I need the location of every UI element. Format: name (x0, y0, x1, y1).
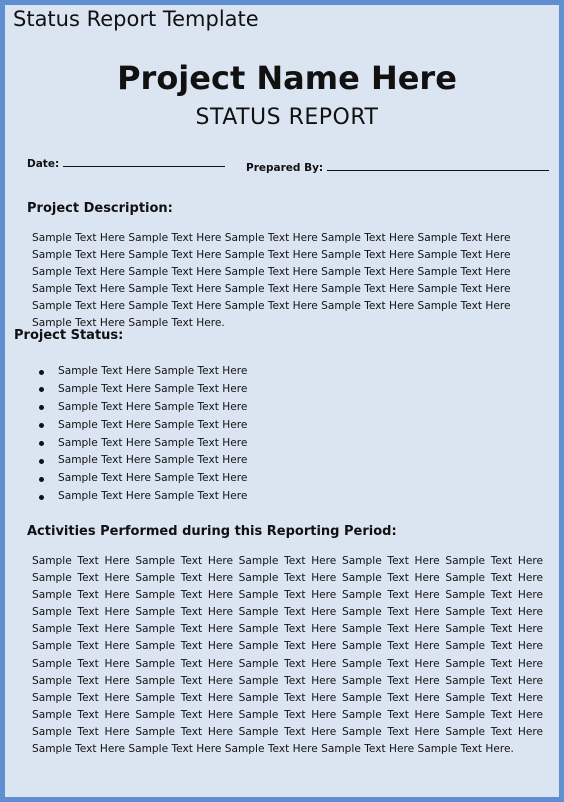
bullet-icon (39, 405, 44, 410)
date-label: Date: (27, 158, 60, 170)
status-heading: Project Status: (14, 328, 124, 343)
bullet-icon (39, 441, 44, 446)
date-field (27, 157, 225, 170)
bullet-icon (39, 495, 44, 500)
bullet-icon (39, 459, 44, 464)
bullet-icon (39, 477, 44, 482)
status-list-item: Sample Text Here Sample Text Here (35, 363, 247, 381)
activities-heading: Activities Performed during this Reporting Period: (27, 524, 397, 539)
status-list-item: Sample Text Here Sample Text Here (35, 470, 247, 488)
status-list-item: Sample Text Here Sample Text Here (35, 488, 247, 506)
header-title: Status Report Template (13, 7, 259, 31)
date-blank-line (63, 157, 225, 167)
status-list-item: Sample Text Here Sample Text Here (35, 399, 247, 417)
activities-text: Sample Text Here Sample Text Here Sample Text Here Sample Text Here Sample Text Here Sample Text Here Sample Text Here Sample Text Here Sample Text Here Sample Text Here Sample Text Here Sample Text Here Sample Text Here Sample Text Here Sample Text Here Sample Text Here Sample Text Here Sample Text Here Sample Text Here Sample Text Here Sample Text Here Sample Text Here Sample Text Here Sample Text Here Sample Text Here Sample Text Here Sample Text Here Sample Text Here Sample Text Here Sample Text Here Sample Text Here Sample Text Here Sample Text Here Sample Text Here Sample Text Here Sample Text Here Sample Text Here Sample Text Here Sample Text Here Sample Text Here Sample Text Here Sample Text Here Sample Text Here Sample Text Here Sample Text Here Sample Text Here Sample Text Here Sample Text Here Sample Text Here Sample Text Here Sample Text Here Sample Text Here Sample Text Here Sample Text Here Sample Text Here Sample Text Here Sample Text Here Sample Text Here Sample Text Here Sample Text Here. (32, 555, 543, 756)
description-text: Sample Text Here Sample Text Here Sample Text Here Sample Text Here Sample Text Here Sample Text Here Sample Text Here Sample Text Here Sample Text Here Sample Text Here Sample Text Here Sample Text Here Sample Text Here Sample Text Here Sample Text Here Sample Text Here Sample Text Here Sample Text Here Sample Text Here Sample Text Here Sample Text Here Sample Text Here Sample Text Here Sample Text Here Sample Text Here Sample Text Here Sample Text Here. (32, 232, 511, 330)
status-list-item: Sample Text Here Sample Text Here (35, 435, 247, 453)
status-list-item: Sample Text Here Sample Text Here (35, 417, 247, 435)
prepared-by-field (246, 161, 549, 174)
bullet-icon (39, 370, 44, 375)
project-name-title: Project Name Here (117, 59, 457, 97)
report-type-heading: STATUS REPORT (195, 105, 379, 130)
bullet-icon (39, 387, 44, 392)
status-list-item: Sample Text Here Sample Text Here (35, 452, 247, 470)
status-list (35, 363, 247, 506)
description-heading: Project Description: (27, 201, 173, 216)
prepared-by-blank-line (327, 161, 549, 171)
prepared-by-label: Prepared By: (246, 162, 324, 174)
status-list-item: Sample Text Here Sample Text Here (35, 381, 247, 399)
bullet-icon (39, 423, 44, 428)
